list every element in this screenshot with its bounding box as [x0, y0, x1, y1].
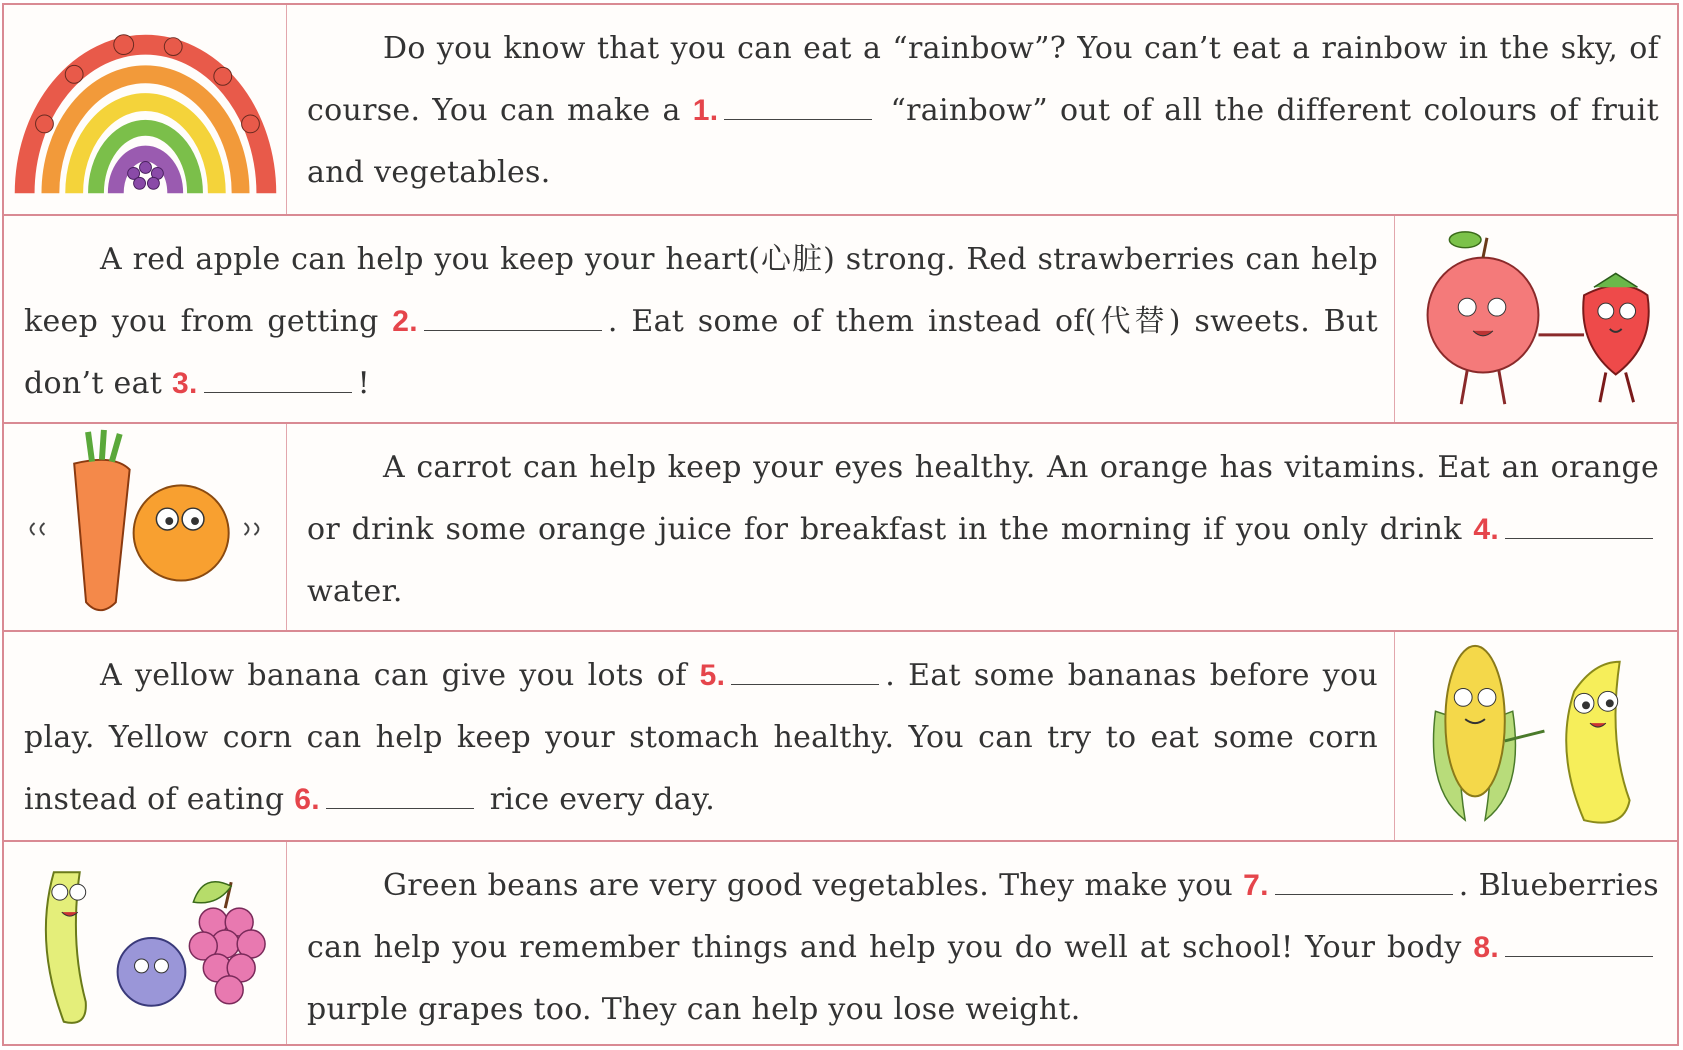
paragraph-2-text-c: ! [357, 366, 370, 401]
corn-banana-icon [1395, 632, 1677, 840]
answer-blank-8[interactable] [1505, 934, 1653, 957]
paragraph-4-text-c: rice every day. [489, 782, 716, 817]
paragraph-2 [4, 216, 1394, 422]
passage-row-2 [4, 216, 1677, 424]
passage-sheet [2, 3, 1679, 1046]
rainbow-fruit-illustration [4, 5, 287, 214]
blank-number-2: 2. [392, 305, 418, 338]
passage-row-5 [4, 842, 1677, 1044]
paragraph-3-text-b: water. [307, 574, 403, 609]
paragraph-4 [4, 632, 1394, 840]
rainbow-fruit-icon [4, 5, 286, 214]
answer-blank-4[interactable] [1505, 516, 1653, 539]
blank-number-7: 7. [1243, 869, 1269, 902]
passage-row-3 [4, 424, 1677, 632]
answer-blank-5[interactable] [731, 662, 879, 685]
paragraph-5 [287, 842, 1677, 1044]
blank-number-6: 6. [294, 783, 320, 816]
answer-blank-6[interactable] [326, 786, 474, 809]
paragraph-3 [287, 424, 1677, 630]
paragraph-1 [287, 5, 1677, 214]
carrot-orange-icon [4, 424, 286, 630]
blank-number-1: 1. [692, 94, 719, 127]
answer-blank-2[interactable] [424, 308, 602, 331]
answer-blank-3[interactable] [204, 370, 352, 393]
paragraph-5-text-c: purple grapes too. They can help you lose weight. [307, 992, 1081, 1027]
paragraph-3-text-a: A carrot can help keep your eyes healthy. An orange has vitamins. Eat an orange or drink some orange juice for breakfast in the morning if you only drink [307, 450, 1659, 547]
bean-blueberry-grape-icon [4, 842, 286, 1044]
bean-blueberry-grape-illustration [4, 842, 287, 1044]
paragraph-2-text-b: . Eat some of them instead of(代替) sweets. But don’t eat [24, 304, 1378, 401]
blank-number-8: 8. [1473, 931, 1499, 964]
paragraph-1-text-a: Do you know that you can eat a “rainbow”? You can’t eat a rainbow in the sky, of course. You can make a [307, 31, 1659, 128]
blank-number-3: 3. [171, 367, 198, 400]
paragraph-4-text-a: A yellow banana can give you lots of [100, 658, 687, 693]
blank-number-5: 5. [699, 659, 726, 692]
carrot-orange-illustration [4, 424, 287, 630]
paragraph-4-text-b: . Eat some bananas before you play. Yellow corn can help keep your stomach healthy. You can try to eat some corn instead of eating [24, 658, 1379, 817]
paragraph-1-text-b: “rainbow” out of all the different colours of fruit and vegetables. [307, 93, 1660, 190]
blank-number-4: 4. [1473, 513, 1499, 546]
paragraph-2-text-a: A red apple can help you keep your heart(心脏) strong. Red strawberries can help keep you from getting [24, 242, 1378, 339]
paragraph-5-text-b: . Blueberries can help you remember things and help you do well at school! Your body [307, 868, 1659, 965]
apple-strawberry-illustration [1394, 216, 1677, 422]
passage-row-4 [4, 632, 1677, 842]
paragraph-5-text-a: Green beans are very good vegetables. They make you [383, 868, 1234, 903]
apple-strawberry-icon [1395, 216, 1677, 422]
answer-blank-1[interactable] [724, 97, 872, 120]
passage-row-1 [4, 5, 1677, 216]
corn-banana-illustration [1394, 632, 1677, 840]
answer-blank-7[interactable] [1275, 872, 1453, 895]
